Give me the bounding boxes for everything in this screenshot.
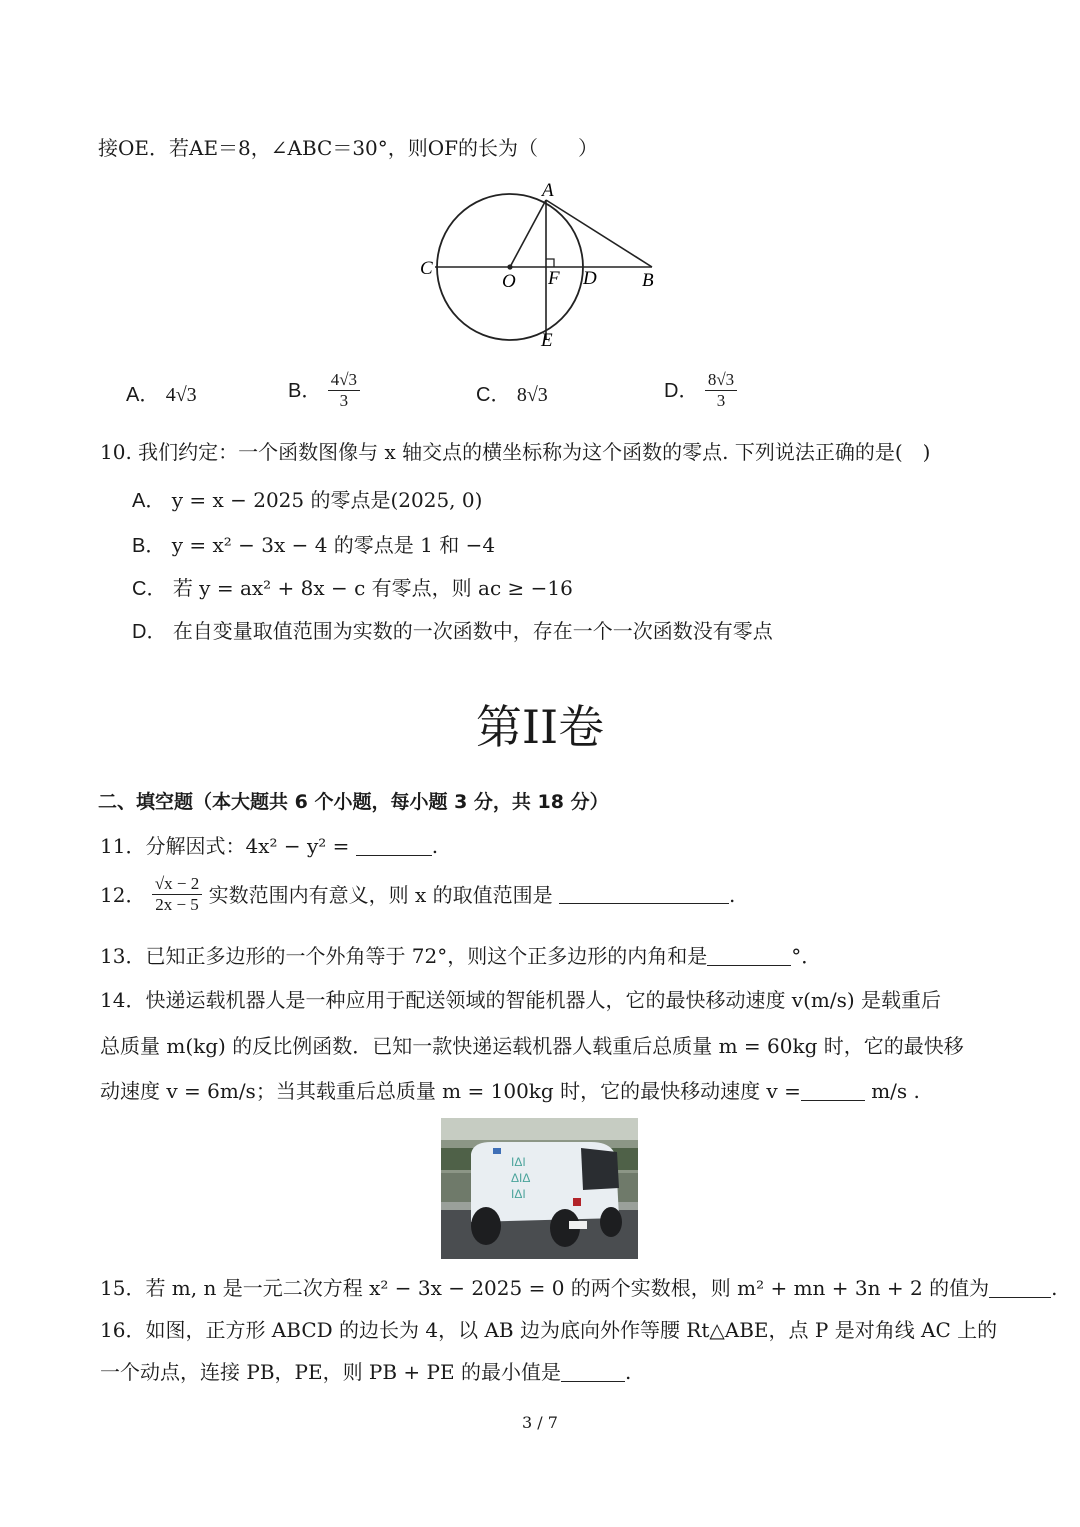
option-text: y = x² − 3x − 4 的零点是 1 和 −4 <box>171 533 496 557</box>
svg-text:ΔΙΔ: ΔΙΔ <box>511 1171 531 1185</box>
q15 <box>100 1276 1057 1300</box>
option-value: 4√3 <box>165 384 197 406</box>
q16-line2-text: 一个动点，连接 PB，PE，则 PB + PE 的最小值是 <box>100 1360 561 1384</box>
q11 <box>100 834 438 858</box>
fraction-numerator: 4√3 <box>328 370 360 391</box>
q13 <box>100 944 821 968</box>
q12-fraction <box>152 874 202 916</box>
q16-line1: 16．如图，正方形 ABCD 的边长为 4，以 AB 边为底向外作等腰 Rt△ABE，点 P 是对角线 AC 上的 <box>100 1318 998 1342</box>
label-c: C <box>420 258 433 279</box>
label-e: E <box>541 330 553 348</box>
center-point <box>507 264 512 269</box>
fraction-denominator: 2x − 5 <box>155 895 199 915</box>
option-value: 8√3 <box>516 384 548 406</box>
option-label: A． <box>126 384 160 406</box>
option-label: B． <box>288 379 322 402</box>
option-label: A． <box>132 490 166 512</box>
q14-line3-text: 动速度 v = 6m/s；当其载重后总质量 m = 100kg 时，它的最快移动速度 v = <box>100 1079 801 1103</box>
option-label: C． <box>132 578 167 600</box>
q12-end: . <box>728 882 736 907</box>
q10-stem: 10. 我们约定：一个函数图像与 x 轴交点的横坐标称为这个函数的零点. 下列说法正确的是( ) <box>100 440 931 464</box>
q12 <box>100 874 735 916</box>
option-text: 若 y = ax² + 8x − c 有零点，则 ac ≥ −16 <box>172 576 573 600</box>
page-number: 3 / 7 <box>522 1413 558 1432</box>
svg-text:ΙΔΙ: ΙΔΙ <box>511 1155 526 1169</box>
fraction-numerator: √x − 2 <box>152 874 202 895</box>
q16-line2 <box>100 1360 631 1384</box>
radius-oa <box>510 200 546 267</box>
section-title: 第II卷 <box>475 700 605 754</box>
option-label: D． <box>132 621 167 643</box>
q15-end: . <box>1051 1276 1058 1300</box>
q14-line1: 14．快递运载机器人是一种应用于配送领域的智能机器人，它的最快移动速度 v(m/s) 是载重后 <box>100 988 942 1012</box>
part2-header: 二、填空题（本大题共 6 个小题，每小题 3 分，共 18 分） <box>98 791 609 813</box>
q14-line3 <box>100 1079 920 1103</box>
delivery-robot-photo <box>441 1118 638 1259</box>
answer-blank[interactable] <box>989 1279 1051 1298</box>
answer-blank[interactable] <box>801 1082 865 1101</box>
option-label: D． <box>664 379 699 402</box>
answer-blank[interactable] <box>707 947 791 966</box>
fraction-denominator: 3 <box>339 391 349 411</box>
q9-option-c <box>476 382 548 407</box>
label-b: B <box>642 270 654 291</box>
label-d: D <box>583 268 597 289</box>
q13-text: 13．已知正多边形的一个外角等于 72°，则这个正多边形的内角和是 <box>100 944 708 968</box>
q11-end: . <box>431 834 439 858</box>
q14-unit: m/s . <box>871 1079 920 1103</box>
q9-option-a <box>126 382 197 407</box>
q9-option-b <box>288 370 360 412</box>
option-label: C． <box>476 384 511 406</box>
fraction-denominator: 3 <box>716 391 726 411</box>
q9-option-d <box>664 370 737 412</box>
q11-text: 11．分解因式：4x² − y² = <box>100 834 350 858</box>
q15-text: 15．若 m, n 是一元二次方程 x² − 3x − 2025 = 0 的两个实数根，则 m² + mn + 3n + 2 的值为 <box>100 1276 990 1300</box>
answer-blank[interactable] <box>559 885 729 904</box>
q12-label: 12． <box>100 882 146 907</box>
circle-tangent-diagram <box>410 178 670 348</box>
tangent-ab <box>546 200 652 267</box>
answer-blank[interactable] <box>561 1363 625 1382</box>
answer-blank[interactable] <box>356 837 432 856</box>
option-fraction <box>705 370 737 412</box>
option-text: 在自变量取值范围为实数的一次函数中，存在一个一次函数没有零点 <box>172 619 773 643</box>
option-fraction <box>328 370 360 412</box>
q16-end: . <box>624 1360 632 1384</box>
label-o: O <box>502 271 516 292</box>
option-text: y = x − 2025 的零点是(2025, 0) <box>171 488 483 512</box>
q10-option-c <box>132 576 573 601</box>
q14-line2: 总质量 m(kg) 的反比例函数．已知一款快递运载机器人载重后总质量 m = 60kg 时，它的最快移 <box>100 1034 964 1058</box>
right-angle-mark <box>546 259 554 267</box>
q12-text: 实数范围内有意义，则 x 的取值范围是 <box>208 882 553 907</box>
q10-option-d <box>132 619 773 644</box>
fraction-numerator: 8√3 <box>705 370 737 391</box>
q9-stem: 接OE．若AE＝8，∠ABC＝30°，则OF的长为（ ） <box>98 136 599 160</box>
q13-end: °． <box>791 944 822 968</box>
q10-option-b <box>132 533 495 558</box>
label-a: A <box>542 180 554 201</box>
label-f: F <box>548 268 560 289</box>
q10-option-a <box>132 488 482 513</box>
svg-text:ΙΔΙ: ΙΔΙ <box>511 1187 526 1201</box>
option-label: B． <box>132 535 166 557</box>
